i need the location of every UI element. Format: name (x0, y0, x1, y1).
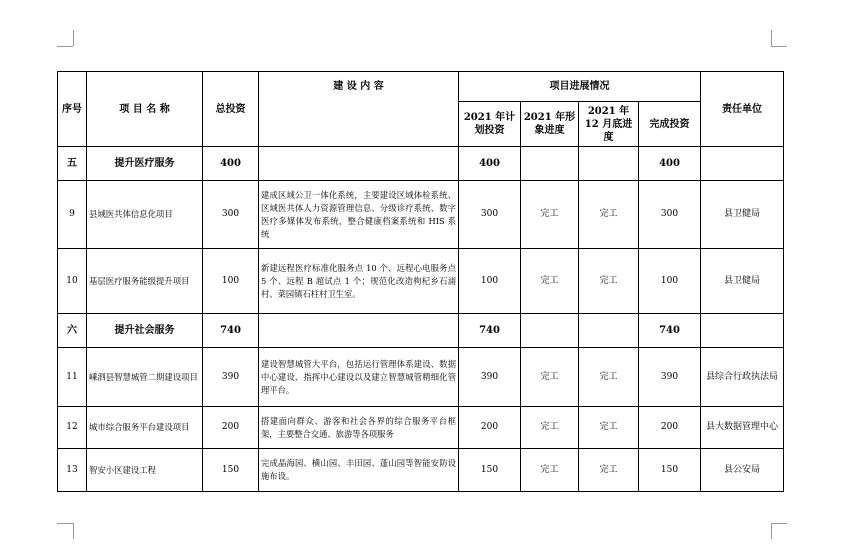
row-done: 150 (639, 449, 701, 492)
row-name: 嵊泗县智慧城管二期建设项目 (87, 348, 203, 407)
row-name: 县域医共体信息化项目 (87, 181, 203, 249)
section-content (259, 314, 459, 348)
section-total: 740 (203, 314, 259, 348)
section-row (58, 314, 784, 348)
section-unit (701, 314, 784, 348)
section-seq: 六 (58, 314, 87, 348)
section-image (521, 147, 579, 181)
row-seq: 9 (58, 181, 87, 249)
row-image: 完工 (521, 348, 579, 407)
section-dec (579, 314, 639, 348)
section-name: 提升医疗服务 (87, 147, 203, 181)
row-content: 搭建面向群众、游客和社会各界的综合服务平台框架，主要整合交通、旅游等各项服务 (259, 407, 459, 449)
crop-mark-top-right-v (771, 30, 772, 46)
row-dec: 完工 (579, 348, 639, 407)
header-total: 总投资 (203, 72, 259, 147)
header-dec-2021: 2021 年12 月底进度 (579, 102, 639, 147)
row-total: 390 (203, 348, 259, 407)
header-done: 完成投资 (639, 102, 701, 147)
row-total: 150 (203, 449, 259, 492)
section-plan: 400 (459, 147, 521, 181)
crop-mark-top-left-v (73, 30, 74, 46)
row-name: 城市综合服务平台建设项目 (87, 407, 203, 449)
row-seq: 11 (58, 348, 87, 407)
row-dec: 完工 (579, 407, 639, 449)
header-seq: 序号 (58, 72, 87, 147)
row-plan: 300 (459, 181, 521, 249)
section-plan: 740 (459, 314, 521, 348)
row-seq: 13 (58, 449, 87, 492)
row-image: 完工 (521, 449, 579, 492)
row-plan: 200 (459, 407, 521, 449)
row-done: 390 (639, 348, 701, 407)
header-progress: 项目进展情况 (459, 72, 701, 102)
row-unit: 县卫健局 (701, 181, 784, 249)
row-unit: 县综合行政执法局 (701, 348, 784, 407)
row-name: 基层医疗服务能级提升项目 (87, 249, 203, 314)
section-done: 400 (639, 147, 701, 181)
section-seq: 五 (58, 147, 87, 181)
crop-mark-bottom-right-h (771, 523, 787, 524)
table-row (58, 449, 784, 492)
row-plan: 100 (459, 249, 521, 314)
row-content: 完成晶海园、横山园、丰田园、蓬山园等智能安防设施布设。 (259, 449, 459, 492)
row-plan: 150 (459, 449, 521, 492)
row-unit: 县公安局 (701, 449, 784, 492)
row-seq: 10 (58, 249, 87, 314)
header-plan-2021: 2021 年计划投资 (459, 102, 521, 147)
header-content: 建 设 内 容 (259, 72, 459, 147)
row-done: 200 (639, 407, 701, 449)
row-total: 200 (203, 407, 259, 449)
crop-mark-bottom-left-v (73, 523, 74, 539)
crop-mark-top-left-h (57, 46, 73, 47)
table-row (58, 249, 784, 314)
section-dec (579, 147, 639, 181)
section-unit (701, 147, 784, 181)
row-dec: 完工 (579, 449, 639, 492)
section-done: 740 (639, 314, 701, 348)
row-unit: 县卫健局 (701, 249, 784, 314)
table-row (58, 181, 784, 249)
row-seq: 12 (58, 407, 87, 449)
row-image: 完工 (521, 181, 579, 249)
header-unit: 责任单位 (701, 72, 784, 147)
section-row (58, 147, 784, 181)
row-done: 300 (639, 181, 701, 249)
row-total: 100 (203, 249, 259, 314)
section-content (259, 147, 459, 181)
row-content: 建设智慧城管大平台，包括运行管理体系建设、数据中心建设、指挥中心建设以及建立智慧城管精细化管理平台。 (259, 348, 459, 407)
row-content: 新建远程医疗标准化服务点 10 个、远程心电服务点 5 个、远程 B 超试点 1 个；规范化改造枸杞乡石浦村、菜园镇石柱村卫生室。 (259, 249, 459, 314)
project-progress-table (57, 71, 784, 492)
row-image: 完工 (521, 407, 579, 449)
row-image: 完工 (521, 249, 579, 314)
header-name: 项 目 名 称 (87, 72, 203, 147)
row-done: 100 (639, 249, 701, 314)
crop-mark-bottom-left-h (57, 523, 73, 524)
row-plan: 390 (459, 348, 521, 407)
section-image (521, 314, 579, 348)
row-total: 300 (203, 181, 259, 249)
crop-mark-top-right-h (771, 46, 787, 47)
row-dec: 完工 (579, 181, 639, 249)
section-name: 提升社会服务 (87, 314, 203, 348)
header-image-2021: 2021 年形象进度 (521, 102, 579, 147)
row-name: 智安小区建设工程 (87, 449, 203, 492)
crop-mark-bottom-right-v (771, 523, 772, 539)
row-unit: 县大数据管理中心 (701, 407, 784, 449)
table-row (58, 407, 784, 449)
section-total: 400 (203, 147, 259, 181)
table-row (58, 348, 784, 407)
row-content: 建成区域公卫一体化系统，主要建设区域体检系统、区域医共体人力资源管理信息、分级诊疗系统、数字医疗多媒体发布系统，整合健康档案系统和 HIS 系统 (259, 181, 459, 249)
row-dec: 完工 (579, 249, 639, 314)
